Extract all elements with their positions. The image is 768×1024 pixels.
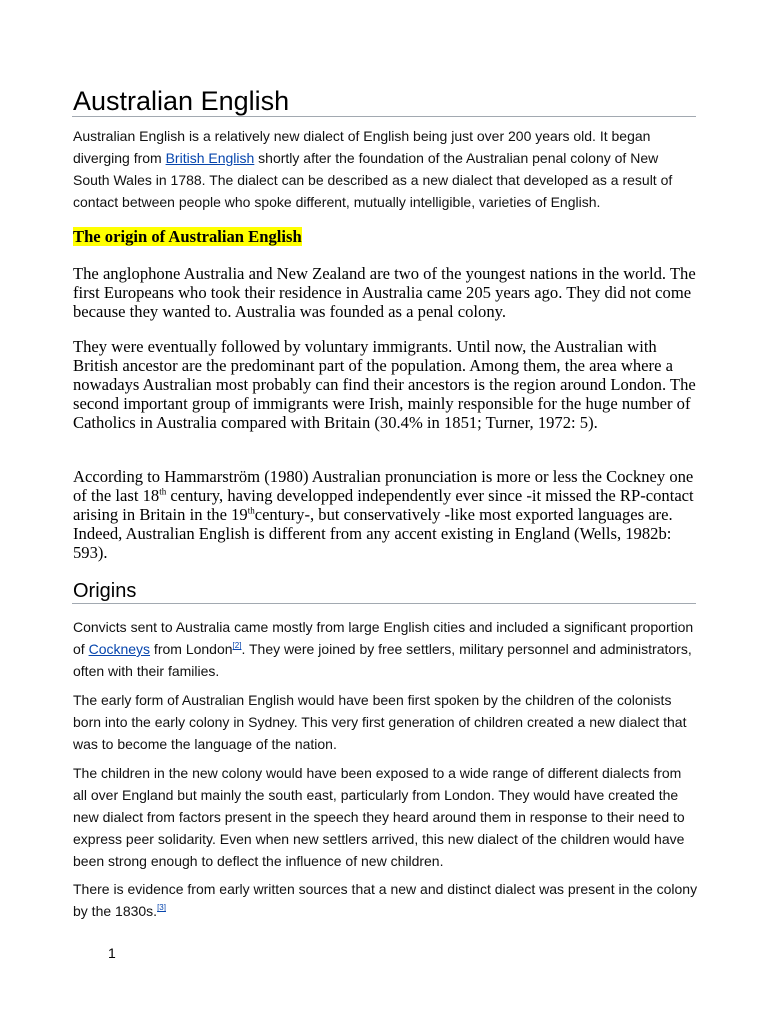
citation-link-3[interactable]: [3] xyxy=(157,903,166,913)
origin-paragraph-1: The anglophone Australia and New Zealand are two of the youngest nations in the world. The first Europeans who took their residence in Australia came 205 years ago. They did not come because they wanted to. Australia was founded as a penal colony. xyxy=(73,264,696,321)
origins-p1-text-a: Convicts sent to Australia came mostly from large English cities and included a significant proportion of xyxy=(73,619,694,657)
origin-heading-text: The origin of Australian English xyxy=(73,227,302,246)
origin-p3-text-c: century-, but conservatively -like most exported languages are. Indeed, Australian English is different from any accent existing in England (Wells, 1982b: 593). xyxy=(73,505,673,562)
superscript-th-2: th xyxy=(247,505,255,516)
title-divider xyxy=(72,116,696,117)
origins-section-heading: Origins xyxy=(73,580,137,602)
origins-paragraph-1 xyxy=(73,616,698,682)
citation-link-2[interactable]: [2] xyxy=(232,641,242,651)
origin-heading xyxy=(73,227,302,247)
intro-paragraph xyxy=(73,125,698,213)
origins-p4-text: There is evidence from early written sources that a new and distinct dialect was present in the colony by the 1830s. xyxy=(73,881,698,919)
page-number: 1 xyxy=(108,945,116,961)
origins-paragraph-3: The children in the new colony would have been exposed to a wide range of different dialects from all over England but mainly the south east, particularly from London. They would have created the new dialect from factors present in the speech they heard around them in response to their need to express peer solidarity. Even when new settlers arrived, this new dialect of the children would have been strong enough to deflect the influence of new children. xyxy=(73,765,685,869)
origins-divider xyxy=(72,603,696,604)
intro-text-after: shortly after the foundation of the Australian penal colony of New South Wales in 1788. The dialect can be described as a new dialect that developed as a result of contact between people who spoke different, mutually intelligible, varieties of English. xyxy=(73,150,673,210)
citation-ref-3[interactable] xyxy=(157,902,166,912)
origins-paragraph-2: The early form of Australian English would have been first spoken by the children of the colonists born into the early colony in Sydney. This very first generation of children created a new dialect that was to become the language of the nation. xyxy=(73,692,687,752)
origins-p1-text-c: . They were joined by free settlers, military personnel and administrators, often with their families. xyxy=(73,641,692,679)
superscript-th-1: th xyxy=(159,486,167,497)
page-title: Australian English xyxy=(73,86,290,116)
cockneys-link[interactable]: Cockneys xyxy=(88,641,151,657)
intro-text-before: Australian English is a relatively new dialect of English being just over 200 years old. It began diverging from xyxy=(73,128,651,166)
origins-p1-text-b: from London xyxy=(150,641,233,657)
origin-p3-text-b: century, having developped independently ever since -it missed the RP-contact arising in Britain in the 19 xyxy=(73,486,694,524)
origin-paragraph-3 xyxy=(73,467,698,562)
origin-paragraph-2: They were eventually followed by voluntary immigrants. Until now, the Australian with British ancestor are the predominant part of the population. Among them, the area where a nowadays Australian most probably can find their ancestors is the region around London. The second important group of immigrants were Irish, mainly responsible for the huge number of Catholics in Australia compared with Britain (30.4% in 1851; Turner, 1972: 5). xyxy=(73,337,696,432)
origin-p3-text-a: According to Hammarström (1980) Australian pronunciation is more or less the Cockney one of the last 18 xyxy=(73,467,694,505)
origins-paragraph-4 xyxy=(73,878,698,922)
british-english-link[interactable]: British English xyxy=(165,150,255,166)
